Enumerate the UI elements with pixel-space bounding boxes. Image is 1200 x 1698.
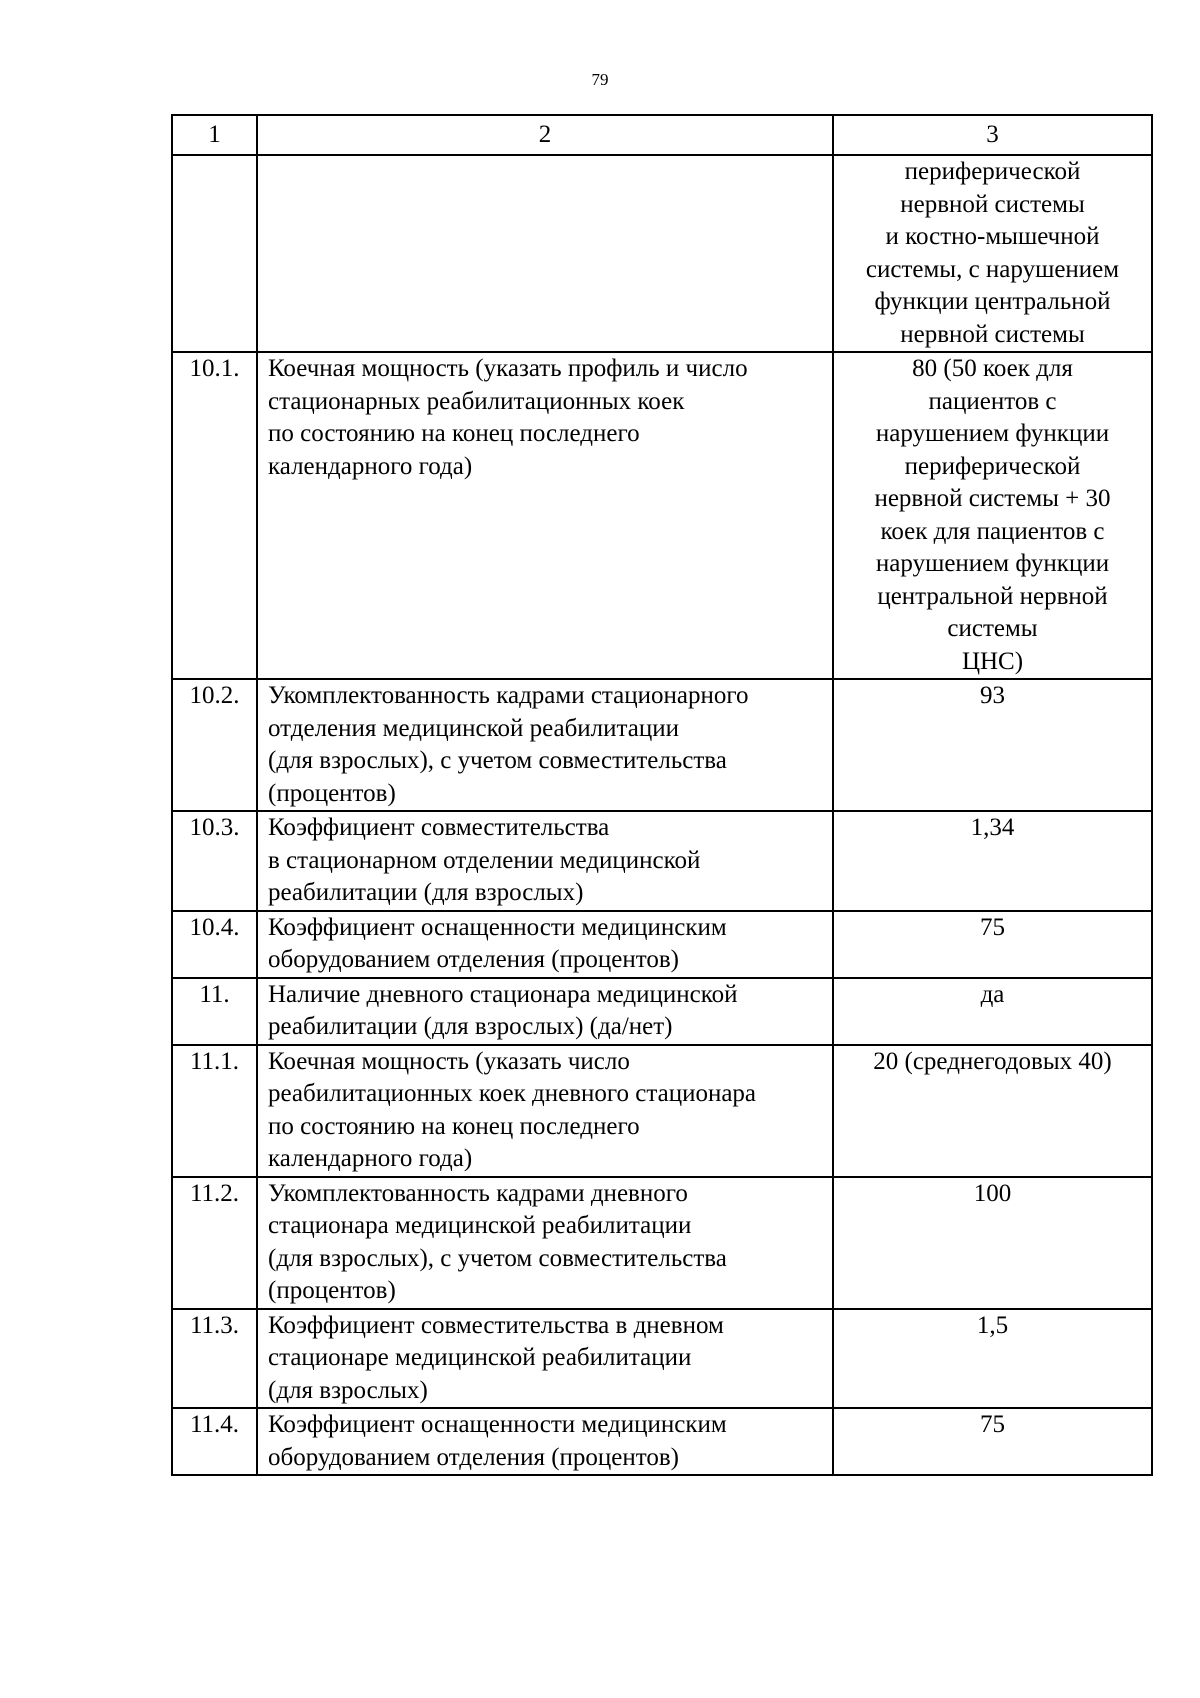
row-description-cell — [257, 1309, 833, 1409]
description-line: Укомплектованность кадрами стационарного — [268, 682, 749, 709]
description-line: Наличие дневного стационара медицинской — [268, 980, 738, 1008]
description-line: календарного года) — [268, 1145, 473, 1172]
description-line: стационарных реабилитационных коек — [268, 387, 685, 415]
description-line: Коэффициент оснащенности медицинским — [268, 1411, 727, 1438]
row-value-cell — [833, 811, 1152, 911]
value-line: 20 (среднегодовых 40) — [873, 1047, 1112, 1075]
value-line: нервной системы — [900, 320, 1085, 348]
value-line: и костно-мышечной — [885, 223, 1100, 250]
value-line: функции центральной — [874, 288, 1111, 315]
value-line: 100 — [973, 1179, 1012, 1207]
row-value-cell — [833, 1045, 1152, 1177]
description-line: календарного года) — [268, 452, 473, 480]
description-line: реабилитационных коек дневного стационара — [268, 1080, 757, 1107]
column-header-1: 1 — [172, 115, 257, 155]
value-line: периферической — [904, 452, 1081, 480]
row-value-cell — [833, 679, 1152, 811]
description-line: реабилитации (для взрослых) — [268, 879, 584, 906]
table-header-row — [172, 115, 1152, 155]
row-description-cell — [257, 978, 833, 1045]
value-line: системы, с нарушением — [865, 255, 1120, 283]
description-line: по состоянию на конец последнего — [268, 420, 640, 447]
row-number-cell: 11. — [172, 978, 257, 1045]
value-line: нервной системы — [900, 190, 1085, 218]
description-line: оборудованием отделения (процентов) — [268, 946, 679, 973]
row-description-cell — [257, 352, 833, 679]
value-line: нервной системы + 30 — [874, 485, 1111, 512]
value-line: 75 — [980, 913, 1005, 941]
row-description-cell — [257, 1408, 833, 1475]
table-row — [172, 1408, 1152, 1475]
description-line: Коэффициент совместительства в дневном — [268, 1311, 724, 1339]
table-row — [172, 978, 1152, 1045]
row-description-cell — [257, 679, 833, 811]
table-row — [172, 1045, 1152, 1177]
row-description-cell — [257, 911, 833, 978]
row-number-cell: 10.3. — [172, 811, 257, 911]
value-line: 75 — [980, 1411, 1005, 1438]
row-number-cell — [172, 155, 257, 352]
row-number-cell: 10.4. — [172, 911, 257, 978]
table-row — [172, 679, 1152, 811]
value-line: центральной нервной — [877, 582, 1108, 610]
description-line: (процентов) — [268, 1277, 396, 1304]
description-line: Коэффициент совместительства — [268, 814, 610, 841]
row-description-cell — [257, 155, 833, 352]
row-value-cell — [833, 1177, 1152, 1309]
value-line: коек для пациентов с — [880, 517, 1105, 545]
row-value-cell — [833, 1408, 1152, 1475]
row-number-cell: 11.3. — [172, 1309, 257, 1409]
description-line: в стационарном отделении медицинской — [268, 846, 701, 874]
description-line: (для взрослых), с учетом совместительства — [268, 747, 727, 774]
description-line: Коэффициент оснащенности медицинским — [268, 913, 727, 941]
value-line: нарушением функции — [875, 420, 1110, 447]
value-line: да — [980, 980, 1005, 1008]
description-line: отделения медицинской реабилитации — [268, 714, 679, 742]
row-value-cell — [833, 1309, 1152, 1409]
column-header-3: 3 — [833, 115, 1152, 155]
row-description-cell — [257, 1045, 833, 1177]
description-line: стационаре медицинской реабилитации — [268, 1344, 692, 1371]
value-line: системы — [947, 615, 1038, 642]
description-line: оборудованием отделения (процентов) — [268, 1443, 679, 1471]
description-line: стационара медицинской реабилитации — [268, 1212, 692, 1239]
row-description-cell — [257, 811, 833, 911]
page-number: 79 — [591, 70, 609, 89]
value-line: 1,34 — [970, 814, 1015, 841]
value-line: нарушением функции — [875, 550, 1110, 577]
table-row — [172, 1309, 1152, 1409]
row-number-cell: 11.4. — [172, 1408, 257, 1475]
table-row — [172, 811, 1152, 911]
continuation-row — [172, 155, 1152, 352]
description-line: Коечная мощность (указать число — [268, 1047, 630, 1075]
indicators-table — [171, 114, 1153, 1476]
description-line: Коечная мощность (указать профиль и число — [268, 355, 748, 382]
row-description-cell — [257, 1177, 833, 1309]
description-line: реабилитации (для взрослых) (да/нет) — [268, 1013, 673, 1040]
table-row — [172, 911, 1152, 978]
row-number-cell: 10.2. — [172, 679, 257, 811]
table-row — [172, 1177, 1152, 1309]
row-number-cell: 11.1. — [172, 1045, 257, 1177]
description-line: (процентов) — [268, 779, 396, 807]
value-line: 93 — [980, 682, 1005, 709]
value-line: периферической — [904, 158, 1081, 185]
table-row — [172, 352, 1152, 679]
description-line: по состоянию на конец последнего — [268, 1112, 640, 1140]
row-value-cell — [833, 978, 1152, 1045]
column-header-2: 2 — [257, 115, 833, 155]
row-value-cell — [833, 155, 1152, 352]
value-line: ЦНС) — [961, 647, 1024, 675]
description-line: (для взрослых), с учетом совместительства — [268, 1244, 727, 1272]
value-line: пациентов с — [928, 387, 1057, 415]
row-value-cell — [833, 911, 1152, 978]
description-line: (для взрослых) — [268, 1376, 428, 1404]
description-line: Укомплектованность кадрами дневного — [268, 1179, 688, 1207]
row-number-cell: 10.1. — [172, 352, 257, 679]
value-line: 80 (50 коек для — [912, 355, 1073, 382]
value-line: 1,5 — [976, 1311, 1009, 1339]
row-number-cell: 11.2. — [172, 1177, 257, 1309]
row-value-cell — [833, 352, 1152, 679]
